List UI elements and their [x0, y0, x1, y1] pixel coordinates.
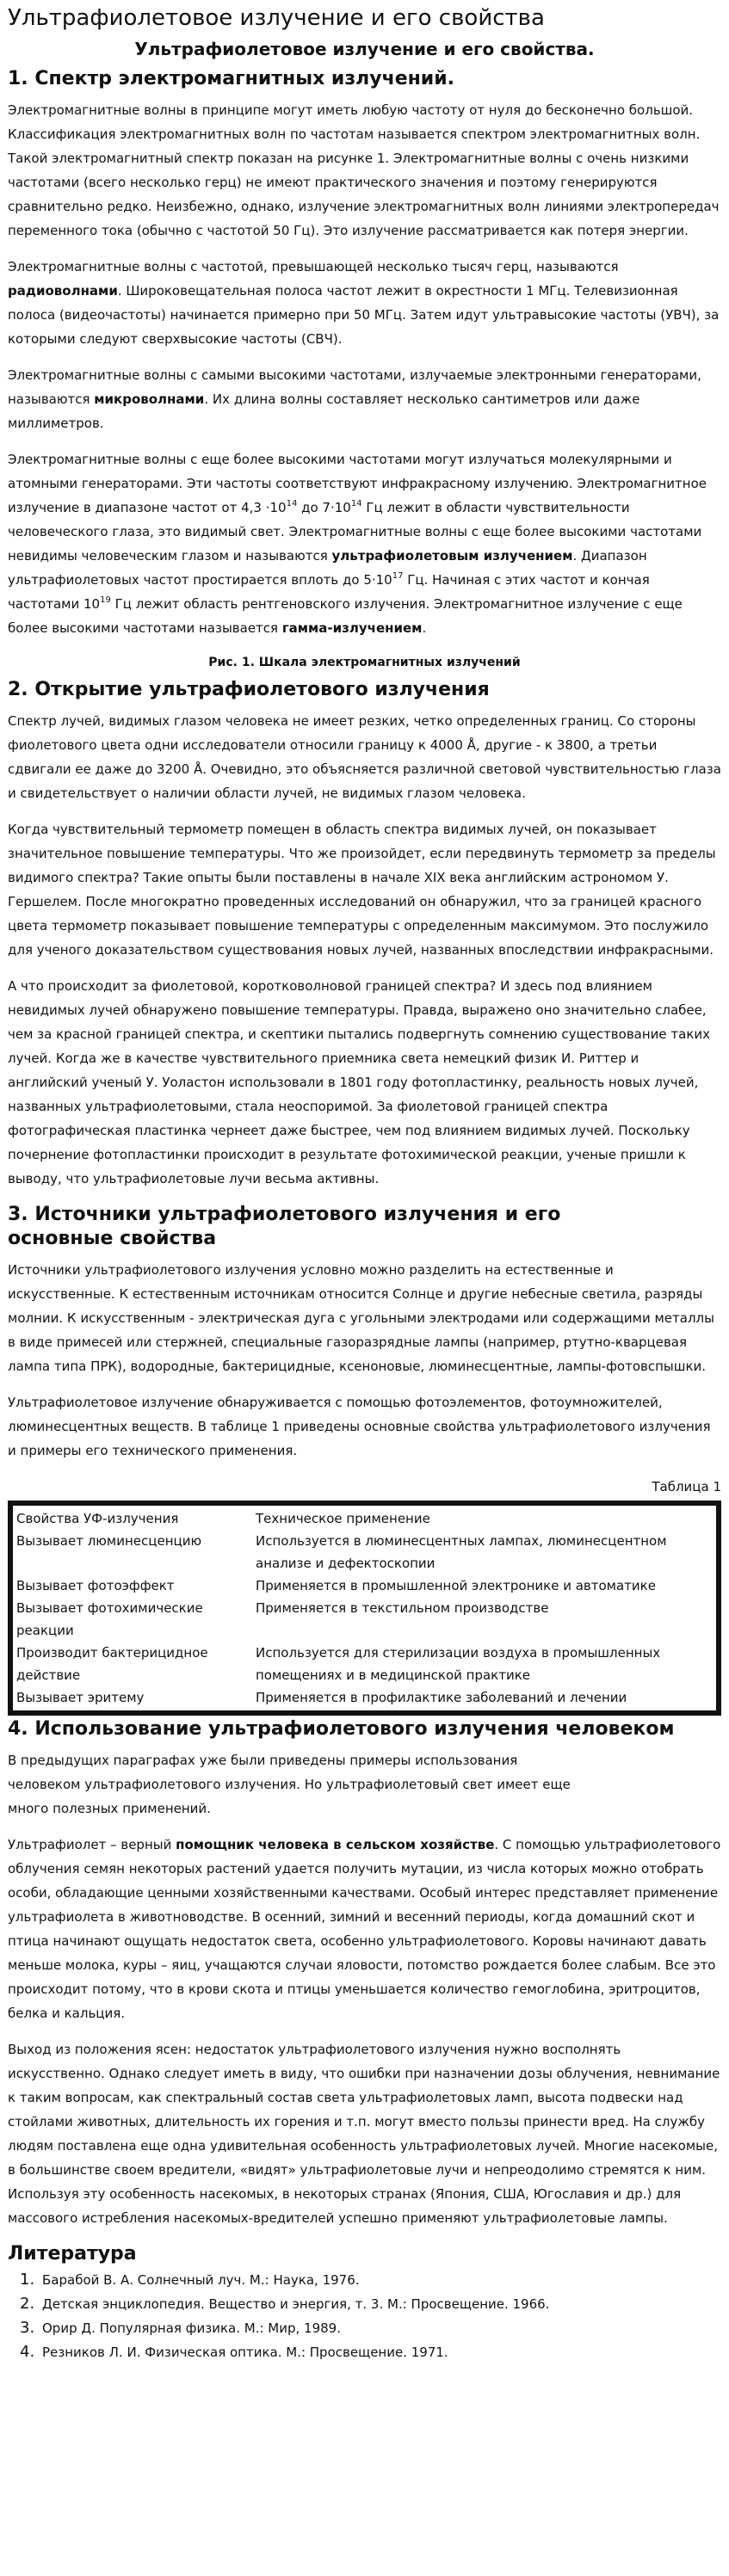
table-cell-application: Применяется в текстильном производстве: [256, 1600, 549, 1616]
section-1-paragraph-4: [8, 447, 721, 640]
table-cell-property: Вызывает фотохимические реакции: [16, 1600, 203, 1638]
reference-text: Орир Д. Популярная физика. М.: Мир, 1989.: [42, 2320, 341, 2336]
table-cell-property: Вызывает люминесценцию: [16, 1533, 202, 1549]
table-row: [13, 1597, 716, 1642]
table-cell-property: Производит бактерицидное действие: [16, 1645, 208, 1683]
section-1-paragraph-2: [8, 255, 721, 351]
text-span: . Широковещательная полоса частот лежит в окрестности 1 МГц. Телевизионная полоса (видеочастоты) начинается примерно при 50 МГц. Затем идут ультравысокие частоты (УВЧ), за которыми следуют сверхвысокие частоты (СВЧ).: [8, 283, 720, 347]
text-span: Электромагнитные волны с еще более высокими частотами могут излучаться молекулярными и атомными генераторами. Эти частоты соответствуют инфракрасному излучению. Электромагнитное излучение в диапазоне частот от 4,3 ·10: [8, 452, 707, 515]
term-gamma: гамма-излучением: [281, 620, 423, 636]
reference-text: Барабой В. А. Солнечный луч. М.: Наука, 1976.: [42, 2272, 360, 2288]
exponent: 17: [392, 571, 404, 581]
references-heading: Литература: [8, 2243, 137, 2265]
reference-item: [8, 2292, 721, 2316]
figure-caption: Рис. 1. Шкала электромагнитных излучений: [208, 656, 521, 669]
section-4-paragraph-3: Выход из положения ясен: недостаток ультрафиолетового излучения нужно восполнять искусственно. Однако следует иметь в виду, что ошибки при назначении дозы облучения, невнимание к таким вопросам, как спектральный состав света ультрафиолетовых ламп, высота подвески над стойлами животных, длительность их горения и т.п. могут вместо пользы принести вред. На службу людям поставлена еще одна удивительная особенность ультрафиолетовых лучей. Многие насекомые, в большинстве своем вредители, «видят» ультрафиолетовые лучи и непреодолимо стремятся к ним. Используя эту особенность насекомых, в некоторых странах (Япония, США, Югославия и др.) для массового истребления насекомых-вредителей успешно применяют ультрафиолетовые лампы.: [8, 2042, 720, 2226]
section-1-paragraph-1: Электромагнитные волны в принципе могут иметь любую частоту от нуля до бесконечно большой. Классификация электромагнитных волн по частотам называется спектром электромагнитных волн. Такой электромагнитный спектр показан на рисунке 1. Электромагнитные волны с очень низкими частотами (всего несколько герц) не имеют практического значения и поэтому генерируются сравнительно редко. Неизбежно, однако, излучение электромагнитных волн линиями электропередач переменного тока (обычно с частотой 50 Гц). Это излучение рассматривается как потеря энергии.: [8, 102, 720, 238]
text-line: человеком ультрафиолетового излучения. Но ультрафиолетовый свет имеет еще: [8, 1777, 571, 1792]
term-agriculture-helper: помощник человека в сельском хозяйстве: [176, 1837, 495, 1852]
text-line: много полезных применений.: [8, 1801, 211, 1816]
table-header-cell: Свойства УФ-излучения: [16, 1511, 179, 1526]
properties-table: [8, 1501, 721, 1716]
reference-number: 1.: [20, 2271, 35, 2289]
table-row: [13, 1575, 716, 1597]
table-cell-application: Применяется в промышленной электронике и автоматике: [256, 1578, 656, 1593]
table-cell-property: Вызывает фотоэффект: [16, 1578, 175, 1593]
table-header-cell: Техническое применение: [256, 1511, 430, 1526]
text-line: В предыдущих параграфах уже были приведены примеры использования: [8, 1753, 518, 1768]
reference-number: 3.: [20, 2319, 35, 2337]
text-span: до 7·10: [297, 500, 351, 515]
text-span: . Диапазон ультрафиолетовых частот простирается вплоть до 5·10: [8, 548, 647, 588]
reference-text: Детская энциклопедия. Вещество и энергия, т. 3. М.: Просвещение. 1966.: [42, 2296, 550, 2312]
reference-item: [8, 2340, 721, 2364]
section-2-paragraph-1: Спектр лучей, видимых глазом человека не имеет резких, четко определенных границ. Со стороны фиолетового цвета одни исследователи относили границу к 4000 Å, другие - к 3800, а третьи сдвигали ее даже до 3200 Å. Очевидно, это объясняется различной световой чувствительностью глаза и свидетельствует о наличии области лучей, не видимых глазом человека.: [8, 713, 721, 801]
section-2-paragraph-3: А что происходит за фиолетовой, коротковолновой границей спектра? И здесь под влиянием невидимых лучей обнаружено повышение температуры. Правда, выражено оно значительно слабее, чем за красной границей спектра, и скептики пытались подвергнуть сомнению существование таких лучей. Когда же в качестве чувствительного приемника света немецкий физик И. Риттер и английский ученый У. Уоластон использовали в 1801 году фотопластинку, реальность новых лучей, названных ультрафиолетовыми, стала неоспоримой. За фиолетовой границей спектра фотографическая пластинка чернеет даже быстрее, чем под влиянием видимых лучей. Поскольку почернение фотопластинки происходит в результате фотохимической реакции, ученые пришли к выводу, что ультрафиолетовые лучи весьма активны.: [8, 978, 711, 1186]
text-span: Ультрафиолет – верный: [8, 1837, 176, 1852]
heading-line: основные свойства: [8, 1228, 217, 1249]
table-row: [13, 1686, 716, 1709]
table-cell-application: Используется в люминесцентных лампах, люминесцентном анализе и дефектоскопии: [256, 1533, 667, 1571]
section-4-heading: 4. Использование ультрафиолетового излучения человеком: [8, 1718, 675, 1740]
section-1-heading: 1. Спектр электромагнитных излучений.: [8, 68, 454, 89]
section-1-paragraph-3: [8, 363, 721, 435]
text-span: . Их длина волны составляет несколько сантиметров или даже миллиметров.: [8, 391, 640, 431]
text-span: Гц лежит область рентгеновского излучения. Электромагнитное излучение с еще более высокими частотами называется: [8, 596, 683, 636]
reference-text: Резников Л. И. Физическая оптика. М.: Просвещение. 1971.: [42, 2345, 448, 2360]
text-span: .: [422, 620, 427, 636]
text-span: Гц лежит в области чувствительности человеческого глаза, это видимый свет. Электромагнитные волны с еще более высокими частотами невидимы человеческим глазом и называются: [8, 500, 702, 564]
term-ultraviolet: ультрафиолетовым излучением: [331, 548, 573, 564]
table-cell-property: Вызывает эритему: [16, 1690, 145, 1705]
heading-line: 3. Источники ультрафиолетового излучения и его: [8, 1204, 561, 1225]
document-page: [0, 3, 729, 2364]
text-span: Электромагнитные волны с самыми высокими частотами, излучаемые электронными генераторами, называются: [8, 367, 701, 407]
section-3-paragraph-1: Источники ультрафиолетового излучения условно можно разделить на естественные и искусственные. К естественным источникам относится Солнце и другие небесные светила, разряды молнии. К искусственным - электрическая дуга с угольными электродами или содержащими металлы в виде примесей или стержней, специальные газоразрядные лампы (например, ртутно-кварцевая лампа типа ПРК), водородные, бактерицидные, ксеноновые, люминесцентные, лампы-фотовспышки.: [8, 1262, 714, 1374]
section-3-paragraph-2: Ультрафиолетовое излучение обнаруживается с помощью фотоэлементов, фотоумножителей, люминесцентных веществ. В таблице 1 приведены основные свойства ультрафиолетового излучения и примеры его технического применения.: [8, 1395, 711, 1458]
table-cell-application: Применяется в профилактике заболеваний и лечении: [256, 1690, 627, 1705]
section-4-paragraph-1: [8, 1748, 721, 1821]
article-title: Ультрафиолетовое излучение и его свойства.: [134, 39, 595, 59]
table-caption: Таблица 1: [652, 1479, 721, 1494]
reference-item: [8, 2268, 721, 2292]
section-3-heading: [8, 1203, 721, 1251]
section-4-paragraph-2: [8, 1833, 721, 2025]
page-title: Ультрафиолетовое излучение и его свойства: [8, 5, 545, 31]
term-radiowaves: радиоволнами: [8, 283, 118, 299]
exponent: 19: [100, 595, 111, 605]
exponent: 14: [350, 499, 362, 508]
section-2-heading: 2. Открытие ультрафиолетового излучения: [8, 679, 490, 700]
exponent: 14: [286, 499, 298, 508]
text-span: Гц. Начиная с этих частот и кончая частотами 10: [8, 572, 650, 612]
term-microwaves: микроволнами: [94, 391, 205, 407]
table-row: [13, 1530, 716, 1575]
table-cell-application: Используется для стерилизации воздуха в промышленных помещениях и в медицинской практике: [256, 1645, 661, 1683]
table-row: [13, 1642, 716, 1686]
section-2-paragraph-2: Когда чувствительный термометр помещен в область спектра видимых лучей, он показывает значительное повышение температуры. Что же произойдет, если передвинуть термометр за пределы видимого спектра? Такие опыты были поставлены в начале XIX века английским астрономом У. Гершелем. После многократно проведенных исследований он обнаружил, что за границей красного цвета термометр показывает повышение температуры с определенным максимумом. Это послужило для ученого доказательством существования новых лучей, названных впоследствии инфракрасными.: [8, 822, 716, 958]
text-span: . С помощью ультрафиолетового облучения семян некоторых растений удается получить мутации, из числа которых можно отобрать особи, обладающие ценными хозяйственными качествами. Особый интерес представляет применение ультрафиолета в животноводстве. В осенний, зимний и весенний периоды, когда домашний скот и птица начинают ощущать недостаток света, особенно ультрафиолетового. Коровы начинают давать меньше молока, куры – яиц, учащаются случаи яловости, потомство рождается более слабым. Все это происходит потому, что в крови скота и птицы уменьшается количество гемоглобина, эритроцитов, белка и кальция.: [8, 1837, 721, 2021]
table-header-row: [13, 1507, 716, 1530]
reference-number: 2.: [20, 2295, 35, 2313]
references-list: [8, 2268, 721, 2364]
text-span: Электромагнитные волны с частотой, превышающей несколько тысяч герц, называются: [8, 259, 619, 274]
reference-item: [8, 2316, 721, 2340]
reference-number: 4.: [20, 2343, 35, 2361]
